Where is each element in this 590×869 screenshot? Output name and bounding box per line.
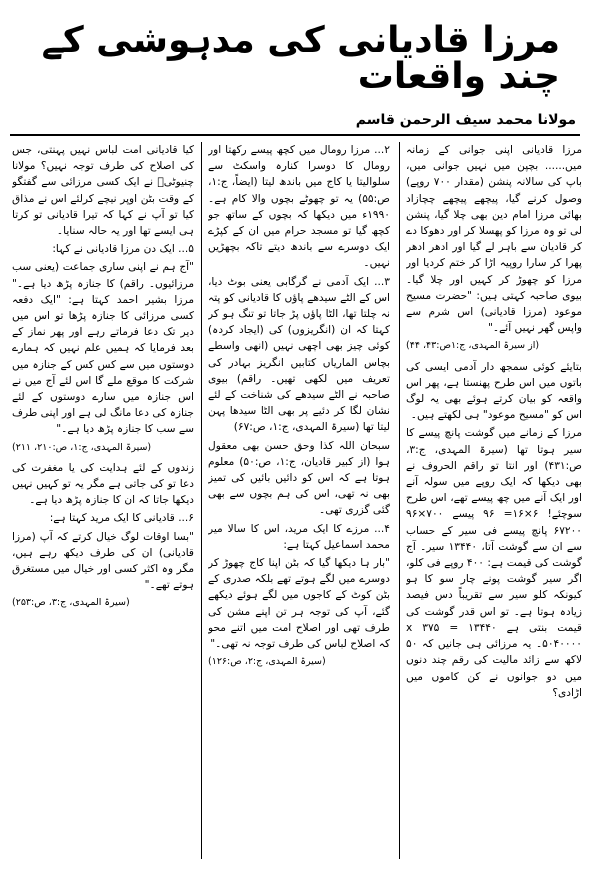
author-byline: مولانا محمد سیف الرحمن قاسم — [355, 112, 576, 128]
column-right — [406, 142, 582, 861]
citation: (سیرۃ المہدی، ج:۱، ص:۲۱۰، ۲۱۱) — [12, 441, 152, 453]
citation: (از سیرۃ المہدی، ج:۱ص:۴۳، ۴۴) — [406, 340, 540, 352]
column-divider — [201, 142, 202, 859]
paragraph: سبحان اللہ کذا وحق حسن بھی معقول ہوا (از کبیر قادیان، ج:۱، ص:۵۰) معلوم ہوتا ہے کہ اس کو دائیں بائیں کی تمیز بھی نہ تھی، اس کی ہم بچوں سے بھی گئی گزری تھی۔ — [208, 439, 390, 517]
paragraph: ۵... ایک دن مرزا قادیانی نے کہا: — [52, 243, 194, 256]
paragraph: "بار ہا دیکھا گیا کہ بٹن اپنا کاج چھوڑ کر دوسرے میں لگے ہوتے تھے بلکہ صدری کے بٹن کوٹ کے کاجوں میں لگے ہوئے دیکھے گئے، آپ کی توجہ ہر تن اپنے مشن کی طرف تھی اور اصلاح امت میں اتنے محو کہ اصلاح لباس کی طرف توجہ نہ تھی۔" — [208, 557, 390, 651]
header-divider — [10, 134, 580, 136]
citation: (سیرۃ المہدی، ج:۲، ص:۱۲۶) — [208, 656, 326, 668]
column-left — [12, 142, 194, 861]
paragraph: ۶... قادیانی کا ایک مرید کہتا ہے: — [49, 512, 194, 525]
paragraph: زندوں کے لئے ہدایت کی یا مغفرت کی دعا تو کی جاتی ہے مگر یہ تو کہیں نہیں دیکھا جاتا کہ ان کا جنازہ پڑھ دیا ہے۔ — [12, 461, 194, 507]
column-middle — [208, 142, 390, 861]
citation: (سیرۃ المہدی، ج:۳، ص:۲۵۳) — [12, 597, 130, 609]
paragraph: کیا قادیانی امت لباس نہیں پہنتی، جس کی اصلاح کی طرف توجہ نہیں؟ مولانا چنیوٹیؒ نے ایک کسی مرزائی سے گفتگو کے وقت بٹن اوپر نیچے کرلئے اس نے مذاق کیا تو آپ نے کہا کہ تیرا قادیانی تو کرتا ہی ایسے تھا اور یہ حالہ سنایا۔ — [12, 144, 194, 238]
paragraph: ۴... مرزے کا ایک مرید، اس کا سالا میر محمد اسماعیل کہتا ہے: — [208, 522, 390, 551]
paragraph: ۳... ایک آدمی نے گرگابی یعنی بوٹ دیا، اس کے الٹے سیدھے پاؤں کا قادیانی کو پتہ نہ چلتا تھا، الٹا پاؤں پڑ جاتا تو تنگ ہو کر کہتا کہ ان (انگریزوں) کی (ایجاد کردہ) کوئی چیز بھی اچھی نہیں (انھی واسطے بچاس الماریاں کتابیں انگریز بہادر کی تعریف میں لکھی تھیں۔ راقم) بیوی صاحبہ نے الٹے سیدھے کی شناخت کے لئے نشان لگا کر دئیے پر بھی الٹا سیدھا پہن لیتا تھا (سیرۃ المہدی، ج:۱، ص:۶۷) — [208, 275, 390, 434]
paragraph: "بسا اوقات لوگ خیال کرتے کہ آپ (مرزا قادیانی) ان کی طرف دیکھ رہے ہیں، مگر وہ اکثر کسی اور خیال میں مستغرق ہوتے تھے۔" — [12, 530, 194, 592]
paragraph: ۲... مرزا رومال میں کچھ پیسے رکھتا اور رومال کا دوسرا کنارہ واسکٹ سے سلوالیتا یا کاج میں باندھ لیتا (ایضاً، ج:۱، ص:۵۵) یہ تو چھوٹے بچوں والا کام ہے۔ ۱۹۹۰ء میں دیکھا کہ بچوں کے ساتھ جو کچھ گیا تو مسجد حرام میں ان کے کپڑے ایک دوسرے سے باندھ دیتے تاکہ بچھڑیں نہیں۔ — [208, 144, 390, 270]
paragraph: "آج ہم نے اپنی ساری جماعت (یعنی سب مرزائیوں۔ راقم) کا جنازہ پڑھ دیا ہے۔" مرزا بشیر احمد کہتا ہے: "ایک دفعہ کسی مرزائی کا جنازہ پڑھا تو اس میں دیر تک دعا فرماتے رہے اور پھر نماز کے بعد فرمایا کہ ہمیں علم نہیں کہ ہمارے دوستوں میں سے کس کس کے جنازہ میں شرکت کا موقع ملے گا اس لئے آج میں نے اس جنازہ میں سارے دوستوں کے لئے جنازہ کی دعا مانگ لی ہے اور اپنی طرف سے سب کا جنازہ پڑھ دیا ہے۔" — [12, 261, 194, 436]
column-divider — [399, 142, 400, 859]
article-title: مرزا قادیانی کی مدہوشی کے چند واقعات — [41, 20, 560, 97]
paragraph: بتایئے کوئی سمجھ دار آدمی ایسی کی باتوں میں اس طرح پھنستا ہے، پھر اس واقعہ کو بیان کرتے ہوئے بھی یہ لوگ اس کو "مسیح موعود" ہی لکھتے ہیں۔ — [406, 360, 582, 422]
paragraph: مرزا کے زمانے میں گوشت پانچ پیسے کا سیر ہوتا تھا (سیرۃ المہدی، ج:۳، ص:۴۳۱) اور انتا تو راقم الحروف نے بھی دیکھا کہ ایک روپے میں سولہ آنے اور ایک آنے میں چھ پیسے تھے، اس طرح سوچئے! ۶×۱۶= ۹۶ پیسے ۷۰۰×۹۶ ۶۷۲۰۰ پانچ پیسے فی سیر کے حساب سے ان سے گوشت آتا، ۱۳۴۴۰ سیر۔ آج گوشت کی قیمت ہے: ۴۰۰ روپے فی کلو، اگر سیر گوشت پونے چار سو کا ہو کیونکہ کلو سیر سے تقریباً دس فیصد زیادہ ہوتا ہے۔ تو اس قدر گوشت کی قیمت بنتی ہے ۱۳۴۴۰ x ۳۷۵ = ۵۰۴۰۰۰۰۔ یہ مرزائی ہی جانیں کہ ۵۰ لاکھ سے زائد مالیت کی رقم چند دنوں میں دو جوانوں نے کن کاموں میں اڑادی؟ — [406, 427, 582, 699]
paragraph: مرزا قادیانی اپنی جوانی کے زمانہ میں...... بچپن میں نہیں جوانی میں، باپ کی سالانہ پنشن (مقدار ۷۰۰ روپے) وصول کرنے گیا، پیچھے پیچھے چچازاد بھائی مرزا امام دین بھی چلا گیا، پنشن لی تو وہ مرزا کو پھسلا کر اور دھوکا دے کر قادیان سے باہر لے گیا اور ادھر ادھر پھرا کر سارا روپیہ اڑا کر ختم کردیا اور مرزا کو چھوڑ کر کہیں اور چلا گیا۔ بیوی صاحبہ کہتی ہیں: "حضرت مسیح موعود (مرزا قادیانی) اس شرم سے واپس گھر نہیں آئے۔" — [406, 144, 582, 335]
